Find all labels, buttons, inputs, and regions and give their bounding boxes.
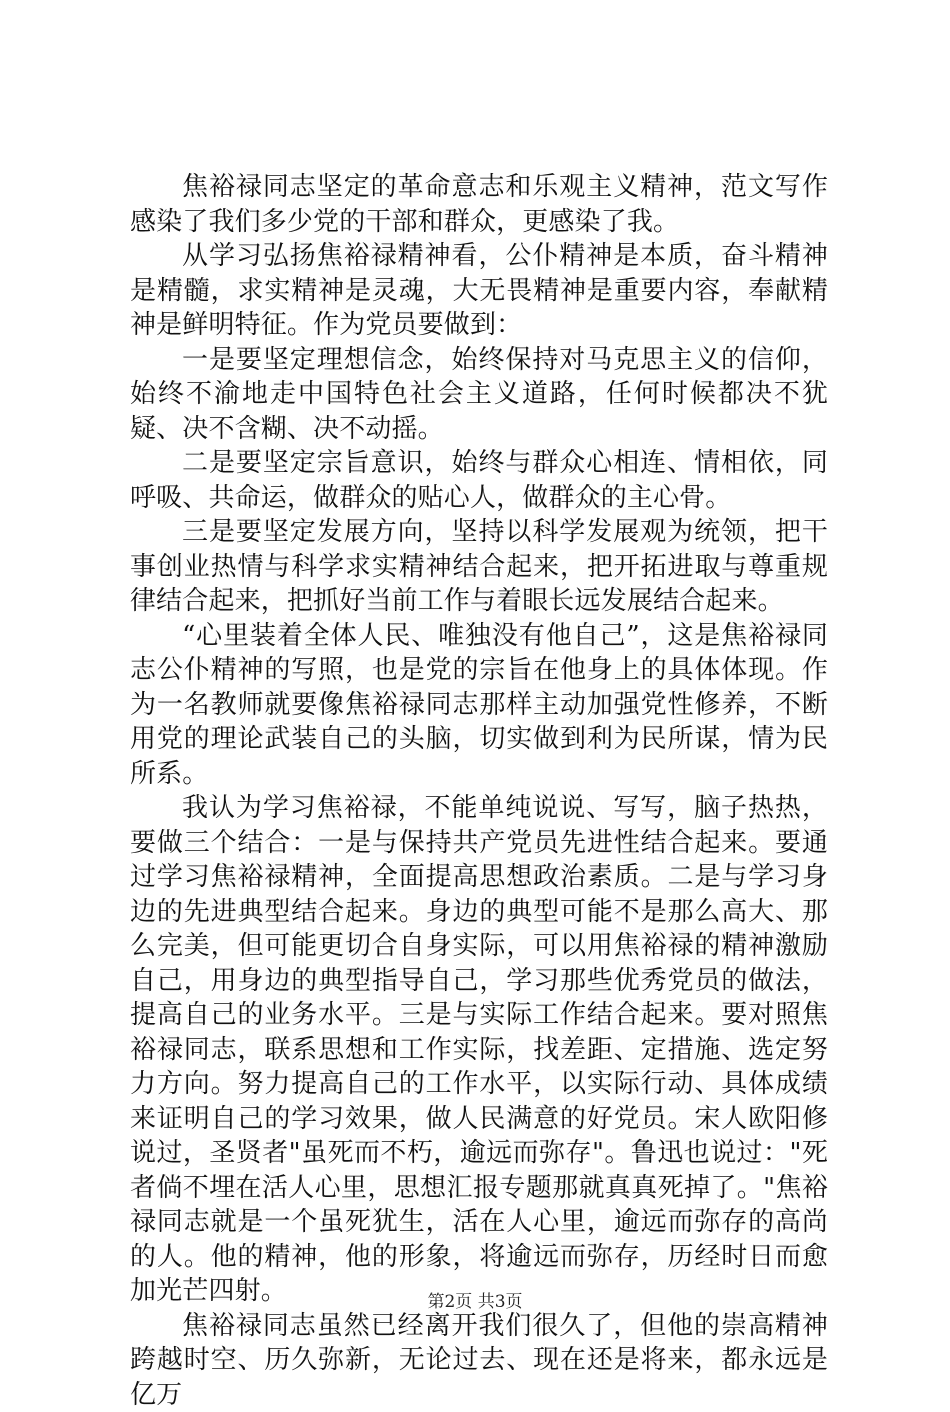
document-body	[130, 170, 828, 1412]
paragraph: “心里装着全体人民、唯独没有他自己”，这是焦裕禄同志公仆精神的写照，也是党的宗旨在他身上的具体体现。作为一名教师就要像焦裕禄同志那样主动加强党性修养，不断用党的理论武装自己的头脑，切实做到利为民所谋，情为民所系。	[130, 619, 828, 792]
paragraph: 焦裕禄同志虽然已经离开我们很久了，但他的崇高精神跨越时空、历久弥新，无论过去、现在还是将来，都永远是亿万	[130, 1309, 828, 1412]
page-footer: 第2页 共3页	[0, 1291, 950, 1313]
paragraph: 一是要坚定理想信念，始终保持对马克思主义的信仰，始终不渝地走中国特色社会主义道路，任何时候都决不犹疑、决不含糊、决不动摇。	[130, 343, 828, 447]
paragraph: 二是要坚定宗旨意识，始终与群众心相连、情相依，同呼吸、共命运，做群众的贴心人，做群众的主心骨。	[130, 446, 828, 515]
paragraph: 焦裕禄同志坚定的革命意志和乐观主义精神，范文写作感染了我们多少党的干部和群众，更感染了我。	[130, 170, 828, 239]
paragraph: 我认为学习焦裕禄，不能单纯说说、写写，脑子热热，要做三个结合：一是与保持共产党员先进性结合起来。要通过学习焦裕禄精神，全面提高思想政治素质。二是与学习身边的先进典型结合起来。身边的典型可能不是那么高大、那么完美，但可能更切合自身实际，可以用焦裕禄的精神激励自己，用身边的典型指导自己，学习那些优秀党员的做法，提高自己的业务水平。三是与实际工作结合起来。要对照焦裕禄同志，联系思想和工作实际，找差距、定措施、选定努力方向。努力提高自己的工作水平，以实际行动、具体成绩来证明自己的学习效果，做人民满意的好党员。宋人欧阳修说过，圣贤者"虽死而不朽，逾远而弥存"。鲁迅也说过："死者倘不埋在活人心里，思想汇报专题那就真真死掉了。"焦裕禄同志就是一个虽死犹生，活在人心里，逾远而弥存的高尚的人。他的精神，他的形象，将逾远而弥存，历经时日而愈加光芒四射。	[130, 791, 828, 1309]
paragraph: 从学习弘扬焦裕禄精神看，公仆精神是本质，奋斗精神是精髓，求实精神是灵魂，大无畏精神是重要内容，奉献精神是鲜明特征。作为党员要做到：	[130, 239, 828, 343]
paragraph: 三是要坚定发展方向，坚持以科学发展观为统领，把干事创业热情与科学求实精神结合起来，把开拓进取与尊重规律结合起来，把抓好当前工作与着眼长远发展结合起来。	[130, 515, 828, 619]
